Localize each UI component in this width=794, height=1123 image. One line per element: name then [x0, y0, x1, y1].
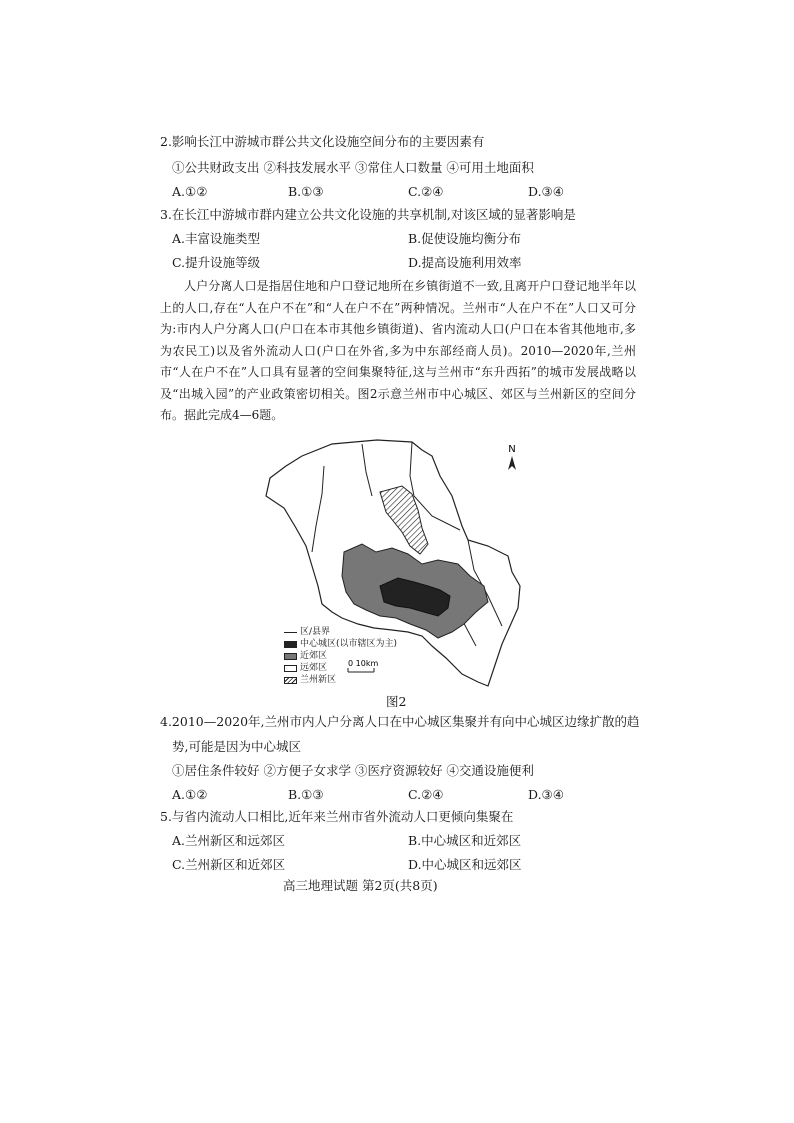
- legend-boundary: 区/县界: [284, 626, 397, 638]
- q3-option-b: B.促使设施均衡分布: [408, 231, 522, 246]
- q3-option-a: A.丰富设施类型: [172, 231, 261, 246]
- q5-option-d: D.中心城区和远郊区: [408, 857, 522, 872]
- q2-stem: 2.影响长江中游城市群公共文化设施空间分布的主要因素有: [160, 134, 485, 149]
- q2-option-b: B.①③: [288, 184, 324, 199]
- q3-option-c: C.提升设施等级: [172, 255, 261, 270]
- q5-option-a: A.兰州新区和远郊区: [172, 833, 286, 848]
- q4-stem-line1: 4.2010—2020年,兰州市内人户分离人口在中心城区集聚并有向中心城区边缘扩散的趋: [160, 714, 640, 729]
- passage-text: 人户分离人口是指居住地和户口登记地所在乡镇街道不一致,且离开户口登记地半年以上的人口,存在“人在户不在”和“人在户不在”两种情况。兰州市“人在户不在”人口又可分为:市内人户分离人口(户口在本市其他乡镇街道)、省内流动人口(户口在本省其他地市,多为农民工)以及省外流动人口(户口在外省,多为中东部经商人员)。2010—2020年,兰州市“人在户不在”人口具有显著的空间集聚特征,这与兰州市“东升西拓”的城市发展战略以及“出城入园”的产业政策密切相关。图2示意兰州市中心城区、郊区与兰州新区的空间分布。据此完成4—6题。: [160, 279, 636, 422]
- page-footer: 高三地理试题 第2页(共8页): [283, 878, 438, 893]
- scale-label: 0 10km: [348, 659, 379, 668]
- q5-stem: 5.与省内流动人口相比,近年来兰州市省外流动人口更倾向集聚在: [160, 809, 514, 824]
- legend-new-area: 兰州新区: [284, 674, 397, 686]
- q2-option-a: A.①②: [172, 184, 208, 199]
- q3-stem: 3.在长江中游城市群内建立公共文化设施的共享机制,对该区域的显著影响是: [160, 207, 576, 222]
- legend-near-suburb: 近郊区: [284, 650, 397, 662]
- q5-option-b: B.中心城区和近郊区: [408, 833, 522, 848]
- q4-option-b: B.①③: [288, 787, 324, 802]
- q4-stem-line2: 势,可能是因为中心城区: [172, 739, 301, 754]
- q4-option-a: A.①②: [172, 787, 208, 802]
- map-legend: [284, 626, 397, 686]
- q4-items: ①居住条件较好 ②方便子女求学 ③医疗资源较好 ④交通设施便利: [172, 763, 534, 778]
- q2-option-d: D.③④: [528, 184, 564, 199]
- q2-items: ①公共财政支出 ②科技发展水平 ③常住人口数量 ④可用土地面积: [172, 160, 534, 175]
- north-arrow-icon: [508, 444, 516, 470]
- q5-option-c: C.兰州新区和近郊区: [172, 857, 286, 872]
- q2-option-c: C.②④: [408, 184, 444, 199]
- north-label: N: [508, 444, 516, 455]
- legend-central: 中心城区(以市辖区为主): [284, 638, 397, 650]
- q4-option-c: C.②④: [408, 787, 444, 802]
- legend-outer-suburb: 远郊区: [284, 662, 397, 674]
- q3-option-d: D.提高设施利用效率: [408, 255, 522, 270]
- q4-option-d: D.③④: [528, 787, 564, 802]
- figure-caption: 图2: [386, 694, 407, 709]
